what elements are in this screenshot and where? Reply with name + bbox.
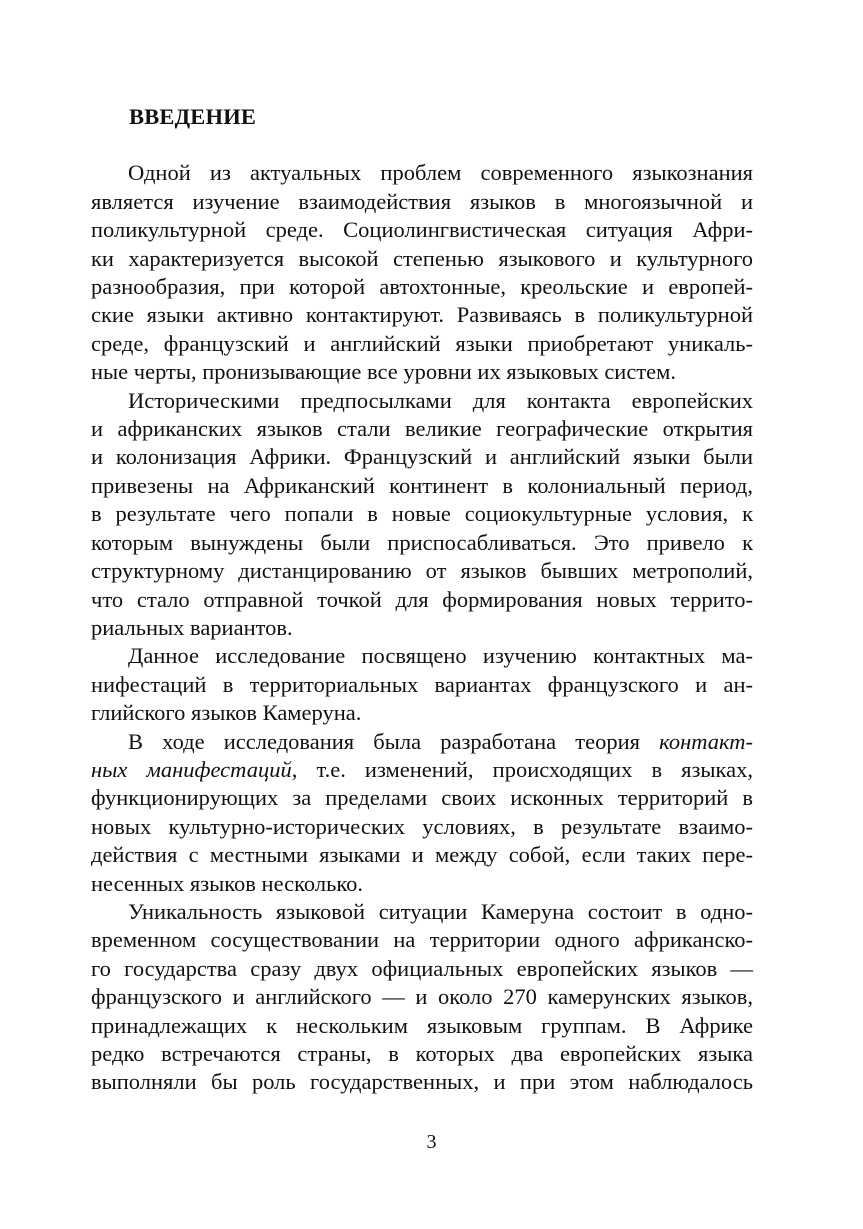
- text-line: среде, французский и английский языки приобретают уникаль-: [91, 330, 753, 356]
- text-line: несенных языков несколько.: [91, 870, 364, 896]
- text-line: Уникальность языковой ситуации Камеруна состоит в одно-: [128, 898, 753, 924]
- paragraph-1: [91, 159, 753, 386]
- text-line: го государства сразу двух официальных европейских языков —: [91, 955, 753, 981]
- text-line: структурному дистанцированию от языков бывших метрополий,: [91, 558, 753, 584]
- text-line: что стало отправной точкой для формирования новых террито-: [91, 586, 753, 612]
- text-line: разнообразия, при которой автохтонные, креольские и европей-: [91, 274, 753, 300]
- text-line: Историческими предпосылками для контакта европейских: [128, 387, 753, 413]
- text-line: в результате чего попали в новые социокультурные условия, к: [91, 501, 753, 527]
- text-line: выполняли бы роль государственных, и при этом наблюдалось: [91, 1069, 753, 1095]
- page-text: [91, 103, 753, 1097]
- text-line: и африканских языков стали великие географические открытия: [91, 416, 753, 442]
- text-line: редко встречаются страны, в которых два европейских языка: [91, 1041, 753, 1066]
- text-line: французского и английского — и около 270 камерунских языков,: [91, 984, 753, 1010]
- text-line: ные черты, пронизывающие все уровни их языковых систем.: [91, 359, 677, 385]
- text-line: поликультурной среде. Социолингвистическая ситуация Афри-: [91, 217, 753, 243]
- paragraph-5: [91, 898, 753, 1097]
- text-line: глийского языков Камеруна.: [91, 700, 362, 726]
- italic-term: контакт-: [659, 728, 753, 754]
- text-line: [91, 756, 753, 784]
- paragraph-4: [91, 728, 753, 898]
- text-line: привезены на Африканский континент в колониальный период,: [91, 472, 753, 498]
- text-line: функционирующих за пределами своих исконных территорий в: [91, 785, 753, 811]
- text-line: нифестаций в территориальных вариантах французского и ан-: [91, 671, 753, 697]
- italic-term: ных манифестаций: [91, 756, 292, 782]
- text-line: временном сосуществовании на территории одного африканско-: [91, 927, 753, 953]
- text-line: которым вынуждены были приспосабливаться. Это привело к: [91, 529, 753, 555]
- section-heading: ВВЕДЕНИЕ: [129, 104, 257, 129]
- text-line: Данное исследование посвящено изучению контактных ма-: [128, 643, 753, 669]
- text-run: В ходе исследования была разработана теория: [128, 728, 660, 754]
- text-line: является изучение взаимодействия языков в многоязычной и: [91, 188, 753, 214]
- page-number: 3: [426, 1131, 437, 1153]
- text-line: действия с местными языками и между собой, если таких пере-: [91, 842, 753, 868]
- text-line: и колонизация Африки. Французский и английский языки были: [91, 444, 753, 470]
- text-line: Одной из актуальных проблем современного языкознания: [128, 160, 753, 186]
- text-line: [91, 728, 753, 756]
- text-run: , т.е. изменений, происходящих в языках,: [291, 756, 753, 782]
- text-line: новых культурно-исторических условиях, в результате взаимо-: [91, 813, 753, 839]
- paragraph-3: [91, 642, 753, 727]
- text-line: ские языки активно контактируют. Развиваясь в поликультурной: [91, 302, 753, 328]
- text-line: принадлежащих к нескольким языковым группам. В Африке: [91, 1012, 753, 1038]
- text-line: ки характеризуется высокой степенью языкового и культурного: [91, 245, 753, 271]
- text-line: риальных вариантов.: [91, 614, 293, 640]
- paragraph-2: [91, 387, 753, 643]
